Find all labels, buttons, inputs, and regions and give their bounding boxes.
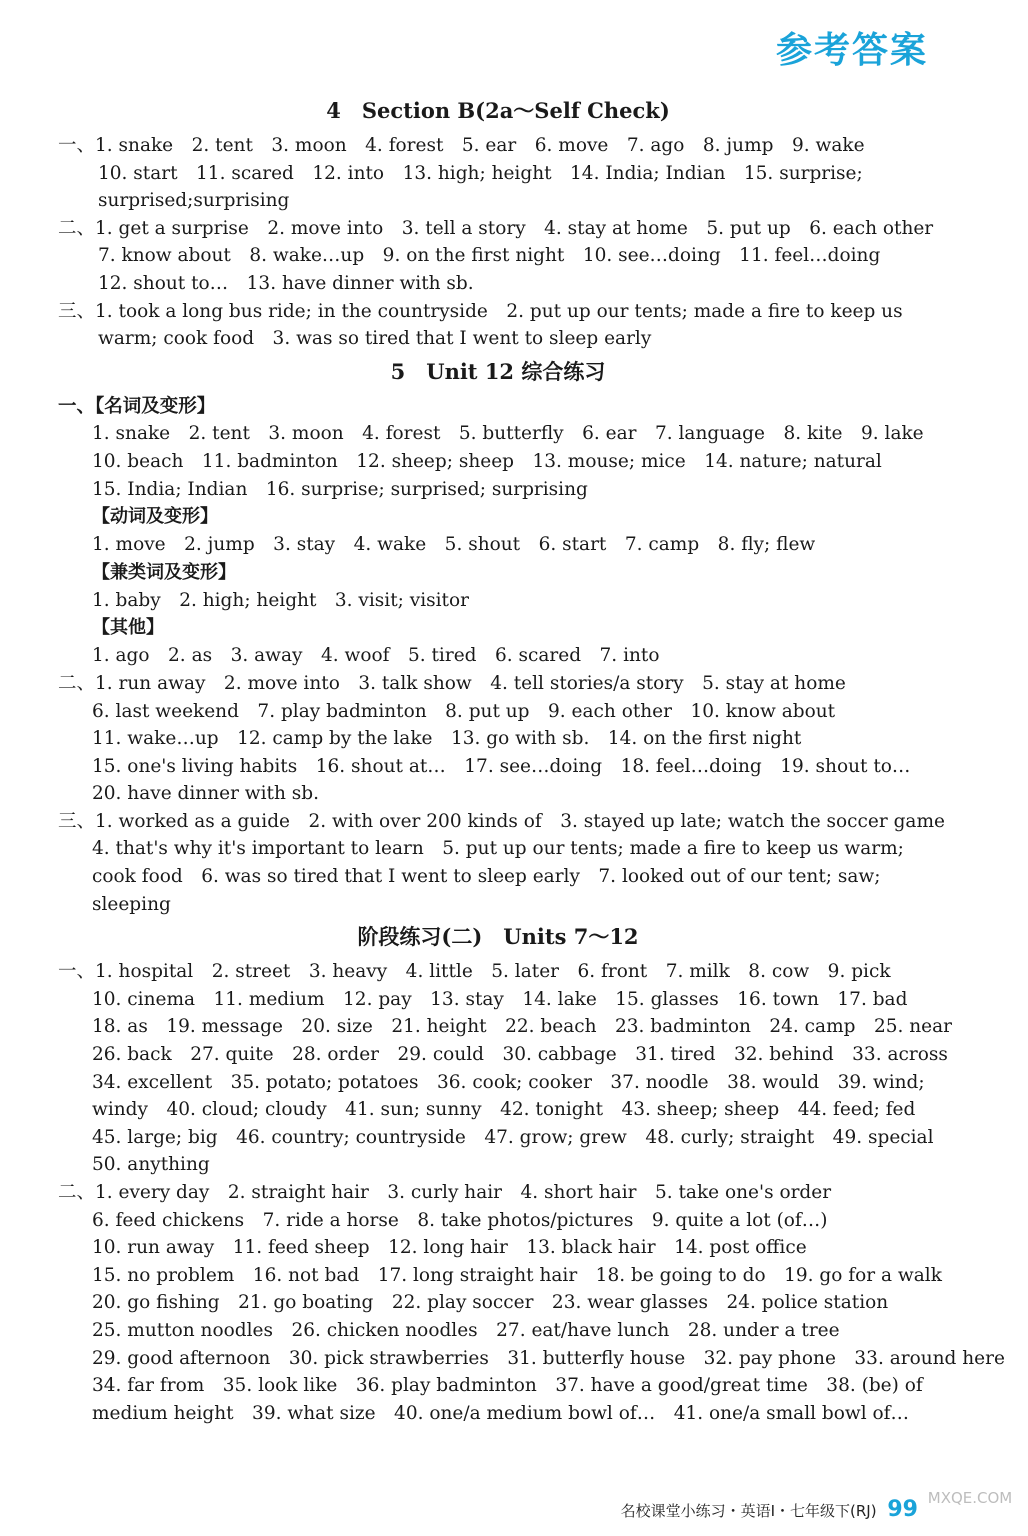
answer-line: 1. snake 2. tent 3. moon 4. forest 5. butterfly 6. ear 7. language 8. kite 9. lake xyxy=(92,423,924,445)
footer-book-info xyxy=(621,1497,918,1522)
answer-line: 15. no problem 16. not bad 17. long straight hair 18. be going to do 19. go for a walk xyxy=(92,1264,942,1286)
answer-line: 45. large; big 46. country; countryside 47. grow; grew 48. curly; straight 49. special xyxy=(92,1126,934,1148)
section-title: 5 Unit 12 综合练习 xyxy=(390,358,606,384)
answer-line: 26. back 27. quite 28. order 29. could 30. cabbage 31. tired 32. behind 33. across xyxy=(92,1044,948,1066)
page-number: 99 xyxy=(887,1497,918,1522)
answer-line: 二、1. run away 2. move into 3. talk show 4. tell stories/a story 5. stay at home xyxy=(58,672,846,694)
answer-line: cook food 6. was so tired that I went to sleep early 7. looked out of our tent; saw; xyxy=(92,866,881,888)
section-title: 4 Section B(2a～Self Check) xyxy=(326,98,670,123)
answer-line: 25. mutton noodles 26. chicken noodles 27. eat/have lunch 28. under a tree xyxy=(92,1319,840,1341)
answer-line: 一、1. snake 2. tent 3. moon 4. forest 5. ear 6. move 7. ago 8. jump 9. wake xyxy=(58,135,865,156)
answer-line: 11. wake…up 12. camp by the lake 13. go with sb. 14. on the first night xyxy=(92,728,802,750)
answer-line: 18. as 19. message 20. size 21. height 22. beach 23. badminton 24. camp 25. near xyxy=(92,1016,952,1038)
answer-line: 4. that's why it's important to learn 5. put up our tents; made a fire to keep us warm; xyxy=(92,838,904,860)
answer-line: 20. have dinner with sb. xyxy=(92,783,319,805)
answer-line: 12. shout to… 13. have dinner with sb. xyxy=(98,272,474,294)
answer-line: 6. last weekend 7. play badminton 8. put up 9. each other 10. know about xyxy=(92,700,836,722)
answer-line: 一、1. hospital 2. street 3. heavy 4. little 5. later 6. front 7. milk 8. cow 9. pick xyxy=(58,961,891,983)
answer-line: 【动词及变形】 xyxy=(92,506,218,528)
answer-line: 【其他】 xyxy=(92,617,164,639)
answer-line: 7. know about 8. wake…up 9. on the first night 10. see…doing 11. feel…doing xyxy=(98,245,881,267)
answer-line: 三、1. took a long bus ride; in the countryside 2. put up our tents; made a fire to keep us xyxy=(58,300,903,322)
answer-line: 1. ago 2. as 3. away 4. woof 5. tired 6. scared 7. into xyxy=(92,645,660,667)
answer-line: 二、1. every day 2. straight hair 3. curly hair 4. short hair 5. take one's order xyxy=(58,1182,832,1203)
answer-line: 15. one's living habits 16. shout at… 17. see…doing 18. feel…doing 19. shout to… xyxy=(92,755,911,777)
answer-line: 34. far from 35. look like 36. play badminton 37. have a good/great time 38. (be) of xyxy=(92,1375,923,1397)
answer-line: 20. go fishing 21. go boating 22. play soccer 23. wear glasses 24. police station xyxy=(92,1292,889,1314)
answer-line: 1. baby 2. high; height 3. visit; visitor xyxy=(92,589,469,611)
answer-line: 34. excellent 35. potato; potatoes 36. cook; cooker 37. noodle 38. would 39. wind; xyxy=(92,1071,925,1093)
answer-line: windy 40. cloud; cloudy 41. sun; sunny 42. tonight 43. sheep; sheep 44. feed; fed xyxy=(92,1099,916,1121)
answer-line: 二、1. get a surprise 2. move into 3. tell a story 4. stay at home 5. put up 6. each other xyxy=(58,217,934,239)
answer-line: 50. anything xyxy=(92,1154,210,1176)
answer-line: warm; cook food 3. was so tired that I went to sleep early xyxy=(98,328,652,350)
section-title: 阶段练习(二) Units 7～12 xyxy=(357,924,639,950)
answer-key-title: 参考答案 xyxy=(775,30,928,71)
answer-line: 1. move 2. jump 3. stay 4. wake 5. shout 6. start 7. camp 8. fly; flew xyxy=(92,534,816,556)
answer-line: 三、1. worked as a guide 2. with over 200 kinds of 3. stayed up late; watch the soccer game xyxy=(58,810,945,832)
answer-line: 6. feed chickens 7. ride a horse 8. take photos/pictures 9. quite a lot (of…) xyxy=(92,1209,828,1231)
answer-line: 10. cinema 11. medium 12. pay 13. stay 14. lake 15. glasses 16. town 17. bad xyxy=(92,988,908,1010)
answer-line: 一、【名词及变形】 xyxy=(58,395,216,417)
watermark-logo: MXQE.COM xyxy=(927,1489,1013,1507)
answer-line: 10. run away 11. feed sheep 12. long hair 13. black hair 14. post office xyxy=(92,1237,807,1259)
answer-line: 29. good afternoon 30. pick strawberries 31. butterfly house 32. pay phone 33. around here xyxy=(92,1347,1005,1369)
answer-line: medium height 39. what size 40. one/a medium bowl of… 41. one/a small bowl of… xyxy=(92,1402,910,1424)
answer-line: 【兼类词及变形】 xyxy=(92,561,236,583)
footer-text: 名校课堂小练习・英语Ⅰ・七年级下(RJ) xyxy=(620,1502,877,1520)
answer-line: sleeping xyxy=(92,893,171,915)
answer-line: 10. beach 11. badminton 12. sheep; sheep 13. mouse; mice 14. nature; natural xyxy=(92,450,882,472)
answer-content xyxy=(58,92,1005,1427)
answer-line: 15. India; Indian 16. surprise; surprised; surprising xyxy=(92,478,588,500)
answer-line: 10. start 11. scared 12. into 13. high; height 14. India; Indian 15. surprise; xyxy=(98,162,863,184)
answer-line: surprised;surprising xyxy=(98,190,290,212)
